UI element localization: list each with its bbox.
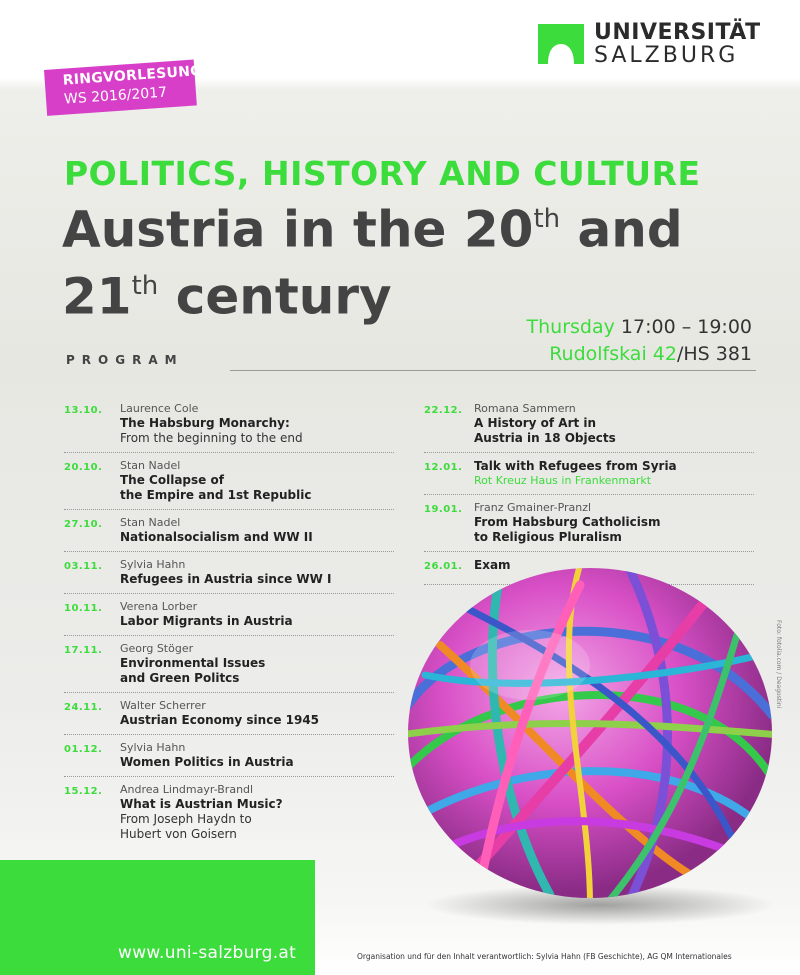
list-item xyxy=(64,516,394,552)
list-item xyxy=(64,459,394,510)
title-part-4: century xyxy=(158,267,392,326)
logo-line-1: UNIVERSITÄT xyxy=(594,20,761,45)
rubber-band-ball-image xyxy=(380,555,800,935)
lecture-date: 03.11. xyxy=(64,561,103,572)
lecture-title: What is Austrian Music? xyxy=(120,797,283,811)
lecture-date: 17.11. xyxy=(64,645,103,656)
lecture-title: Nationalsocialism and WW II xyxy=(120,530,313,544)
lecture-title: Austrian Economy since 1945 xyxy=(120,713,320,727)
poster-subtitle: POLITICS, HISTORY AND CULTURE xyxy=(64,154,701,193)
lecture-subtitle: From Joseph Haydn to xyxy=(120,812,252,826)
schedule-day: Thursday xyxy=(526,316,615,338)
lecture-date: 13.10. xyxy=(64,405,103,416)
lecture-subtitle: From the beginning to the end xyxy=(120,431,303,445)
lecture-title: Environmental Issues xyxy=(120,656,266,670)
program-divider xyxy=(230,370,756,371)
lecture-title: The Collapse of xyxy=(120,473,224,487)
lecture-speaker: Verena Lorber xyxy=(120,600,198,613)
lecture-speaker: Franz Gmainer-Pranzl xyxy=(474,501,592,514)
program-left-column xyxy=(64,402,394,854)
lecture-date: 12.01. xyxy=(424,462,463,473)
lecture-date: 22.12. xyxy=(424,405,463,416)
lecture-speaker: Romana Sammern xyxy=(474,402,576,415)
logo-line-2: SALZBURG xyxy=(594,43,739,68)
title-sup-2: th xyxy=(131,270,159,301)
lecture-subtitle-line-2: Hubert von Goisern xyxy=(120,827,237,841)
list-item xyxy=(64,558,394,594)
lecture-date: 19.01. xyxy=(424,504,463,515)
lecture-title: From Habsburg Catholicism xyxy=(474,515,661,529)
title-part-3: 21 xyxy=(62,267,132,326)
photo-credit: Foto: fotolia.com / Deagostini xyxy=(775,620,782,709)
university-website-link[interactable]: www.uni-salzburg.at xyxy=(118,943,297,963)
lecture-speaker: Walter Scherrer xyxy=(120,699,206,712)
lecture-date: 20.10. xyxy=(64,462,103,473)
lecture-title: Refugees in Austria since WW I xyxy=(120,572,332,586)
university-logo[interactable] xyxy=(538,18,761,70)
lecture-date: 26.01. xyxy=(424,561,463,572)
title-part-1: Austria in the 20 xyxy=(62,200,534,259)
lecture-title-line-2: to Religious Pluralism xyxy=(474,530,622,544)
poster-title xyxy=(62,192,782,325)
list-item xyxy=(64,699,394,735)
badge-semester-label: WS 2016/2017 xyxy=(63,84,168,108)
badge-series-label: RINGVORLESUNG xyxy=(62,63,203,89)
list-item xyxy=(64,402,394,453)
list-item xyxy=(64,783,394,848)
lecture-title: A History of Art in xyxy=(474,416,597,430)
lecture-date: 10.11. xyxy=(64,603,103,614)
list-item xyxy=(64,600,394,636)
lecture-date: 24.11. xyxy=(64,702,103,713)
schedule-address: Rudolfskai 42 xyxy=(549,343,677,365)
lecture-date: 01.12. xyxy=(64,744,103,755)
lecture-title: Talk with Refugees from Syria xyxy=(474,459,677,473)
lecture-date: 15.12. xyxy=(64,786,103,797)
lecture-location-note: Rot Kreuz Haus in Frankenmarkt xyxy=(474,474,652,487)
lecture-speaker: Sylvia Hahn xyxy=(120,558,186,571)
lecture-title-line-2: Austria in 18 Objects xyxy=(474,431,616,445)
lecture-speaker: Georg Stöger xyxy=(120,642,194,655)
lecture-speaker: Stan Nadel xyxy=(120,516,181,529)
lecture-date: 27.10. xyxy=(64,519,103,530)
lecture-speaker: Stan Nadel xyxy=(120,459,181,472)
lecture-title-line-2: the Empire and 1st Republic xyxy=(120,488,312,502)
lecture-title: The Habsburg Monarchy: xyxy=(120,416,290,430)
lecture-title: Exam xyxy=(474,558,511,572)
lecture-title: Women Politics in Austria xyxy=(120,755,294,769)
schedule-place xyxy=(549,343,752,365)
schedule-room: /HS 381 xyxy=(676,343,752,365)
lecture-speaker: Sylvia Hahn xyxy=(120,741,186,754)
list-item xyxy=(64,642,394,693)
lecture-title-line-2: and Green Politcs xyxy=(120,671,240,685)
title-sup-1: th xyxy=(533,204,561,234)
schedule-time xyxy=(527,316,753,338)
lecture-title: Labor Migrants in Austria xyxy=(120,614,293,628)
list-item xyxy=(424,501,754,552)
title-part-2: and xyxy=(560,200,683,259)
lecture-speaker: Laurence Cole xyxy=(120,402,199,415)
schedule-hours: 17:00 – 19:00 xyxy=(620,316,752,338)
footer-organisation-note: Organisation und für den Inhalt verantwortlich: Sylvia Hahn (FB Geschichte), AG QM Internationales xyxy=(357,952,732,961)
list-item xyxy=(64,741,394,777)
program-heading: PROGRAM xyxy=(66,353,184,367)
list-item xyxy=(424,402,754,453)
lecture-speaker: Andrea Lindmayr-Brandl xyxy=(120,783,254,796)
list-item xyxy=(424,459,754,495)
university-logo-icon xyxy=(538,24,584,64)
